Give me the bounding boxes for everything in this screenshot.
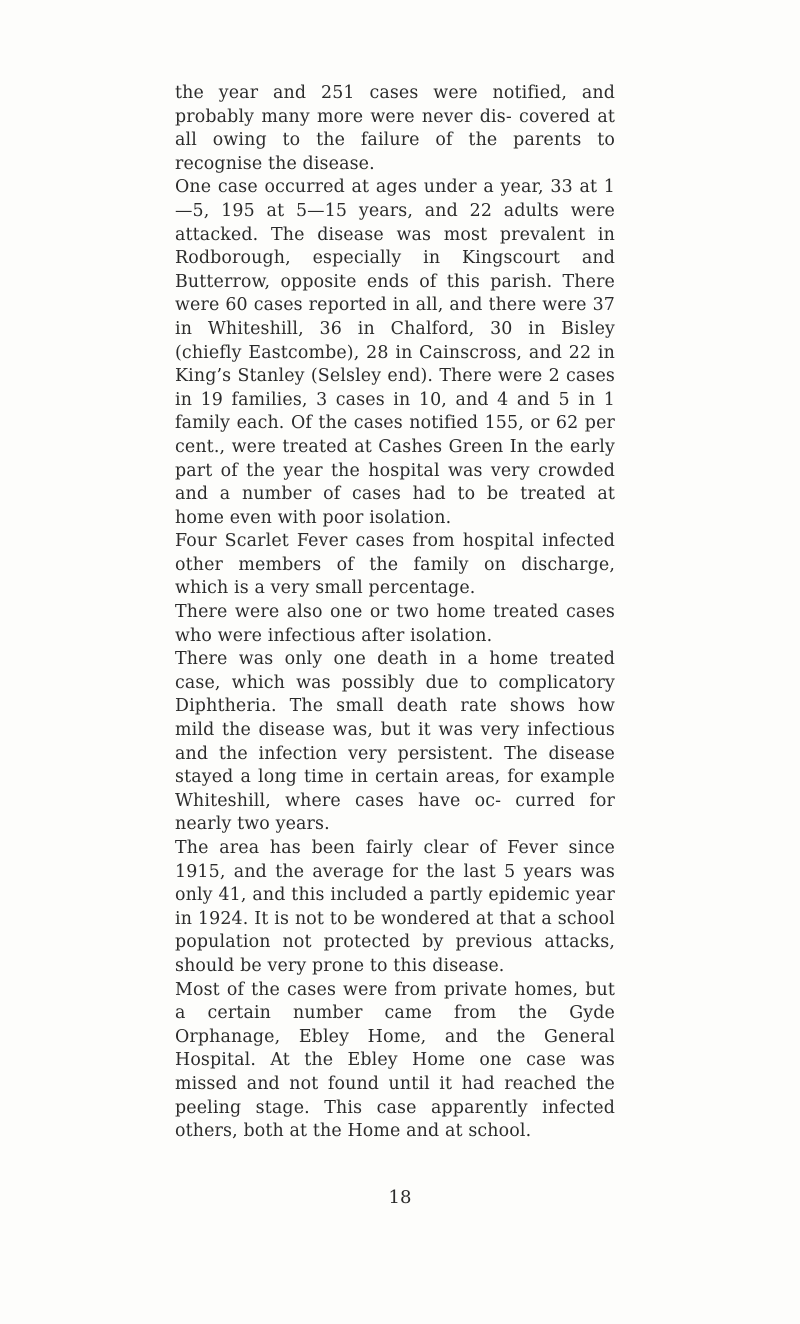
paragraph-5: There was only one death in a home treated case, which was possibly due to complicatory Diphtheria. The small death rate shows how mild the disease was, but it was very infectious and the infection very persistent. The disease stayed a long time in certain areas, for example Whiteshill, where cases have oc- curred for nearly two years. — [175, 649, 615, 835]
paragraph-6: The area has been fairly clear of Fever since 1915, and the average for the last 5 years was only 41, and this included a partly epidemic year in 1924. It is not to be wondered at that a school population not protected by previous attacks, should be very prone to this disease. — [175, 838, 615, 976]
paragraph-7: Most of the cases were from private homes, but a certain number came from the Gyde Orphanage, Ebley Home, and the General Hospital. At the Ebley Home one case was missed and not found until it had reached the peeling stage. This case apparently infected others, both at the Home and at school. — [175, 979, 615, 1142]
paragraph-3: Four Scarlet Fever cases from hospital infected other members of the family on discharge, which is a very small percentage. — [175, 531, 615, 599]
paragraph-4: There were also one or two home treated cases who were infectious after isolation. — [175, 602, 615, 646]
page-number: 18 — [388, 1187, 412, 1208]
paragraph-2: One case occurred at ages under a year, 33 at 1—5, 195 at 5—15 years, and 22 adults were attacked. The disease was most prevalent in Rodborough, especially in Kingscourt and Butterrow, opposite ends of this parish. There were 60 cases reported in all, and there were 37 in Whiteshill, 36 in Chalford, 30 in Bisley (chiefly Eastcombe), 28 in Cainscross, and 22 in King’s Stanley (Selsley end). There were 2 cases in 19 families, 3 cases in 10, and 4 and 5 in 1 family each. Of the cases notified 155, or 62 per cent., were treated at Cashes Green In the early part of the year the hospital was very crowded and a number of cases had to be treated at home even with poor isolation. — [175, 177, 615, 528]
body-text — [175, 82, 615, 1144]
paragraph-1: the year and 251 cases were notified, and probably many more were never dis- covered at all owing to the failure of the parents to recognise the disease. — [175, 83, 615, 174]
